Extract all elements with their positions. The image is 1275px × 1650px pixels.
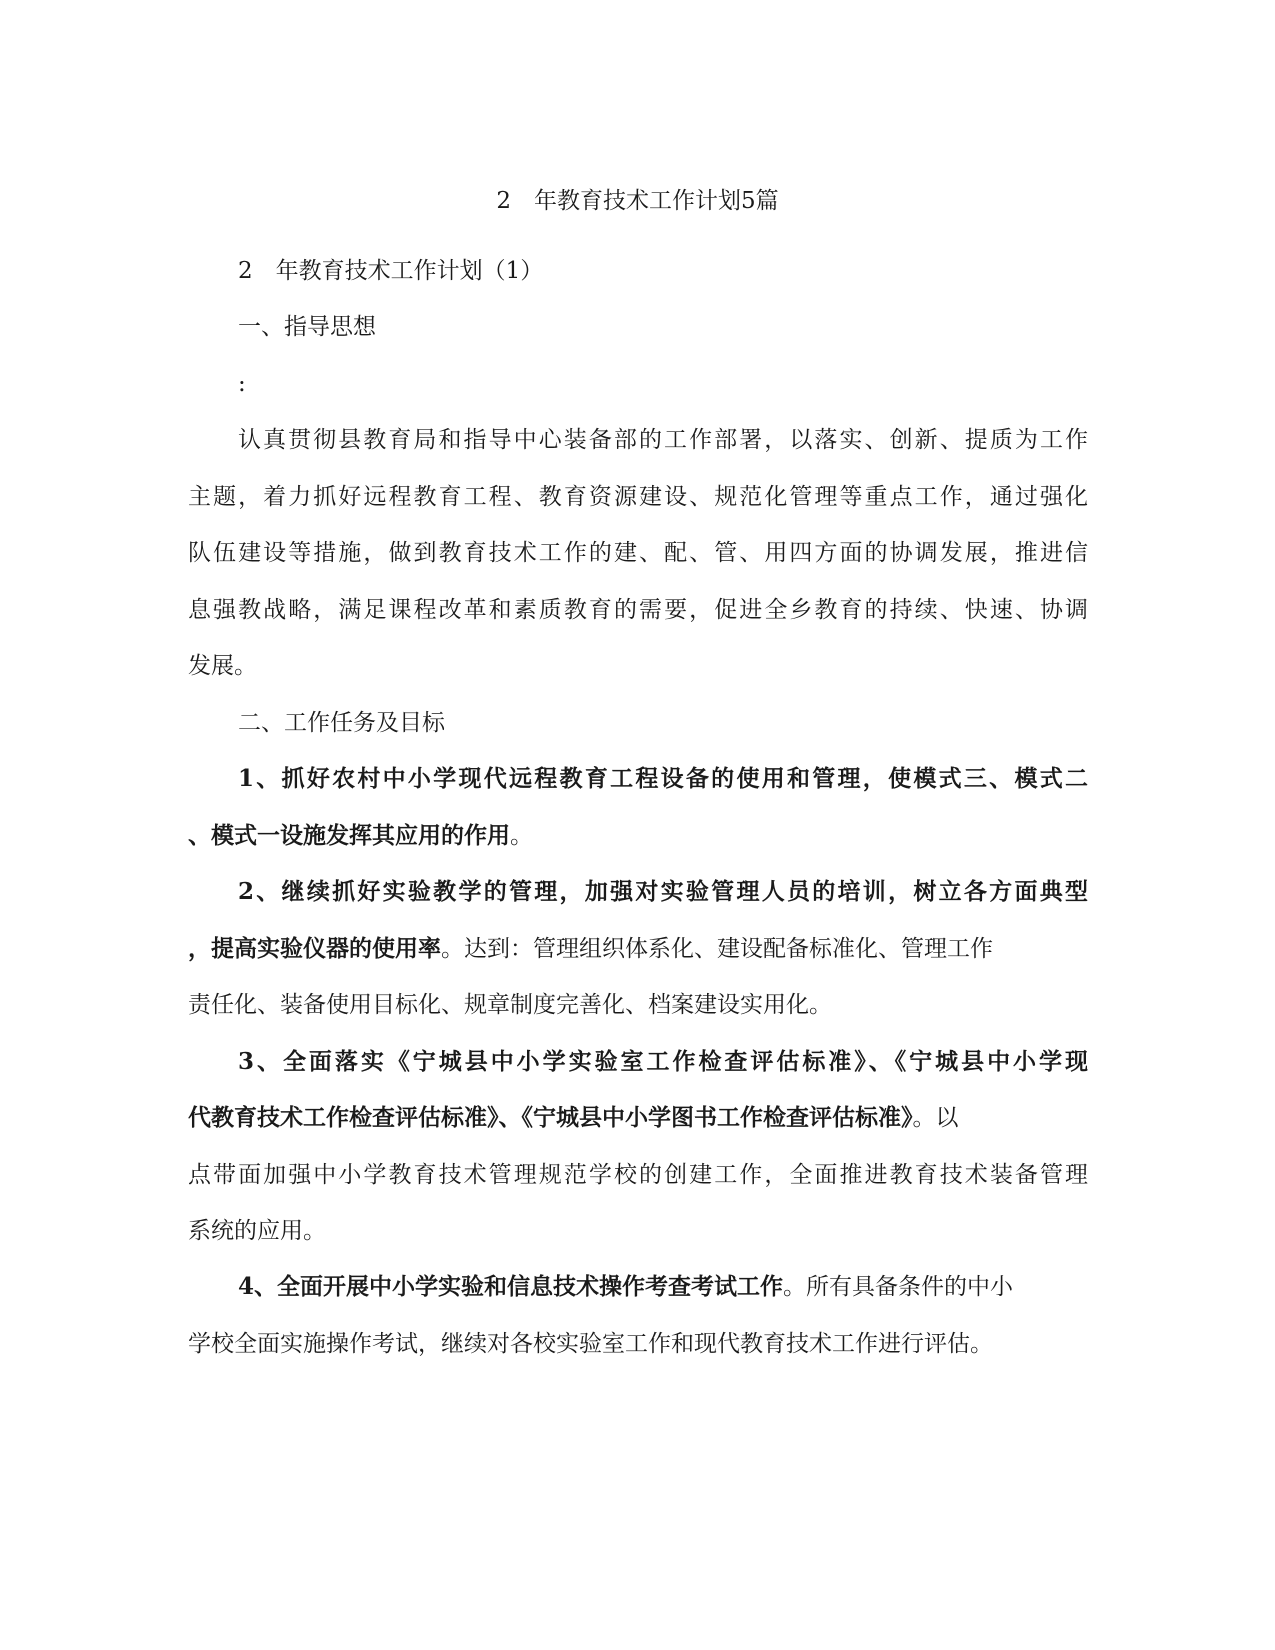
section-heading-guiding-thought: 一、指导思想 [238, 314, 376, 340]
plan-subtitle: 2 年教育技术工作计划（1） [238, 258, 544, 284]
item-2-line-2-bold: ，提高实验仪器的使用率 [188, 935, 441, 962]
item-1-line-2-bold: 、模式一设施发挥其应用的作用 [188, 822, 510, 849]
item-2-line-1: 2、继续抓好实验教学的管理，加强对实验管理人员的培训，树立各方面典型 [238, 878, 1088, 905]
document-title: 2 年教育技术工作计划5篇 [496, 188, 779, 214]
paragraph-1-line-3: 队伍建设等措施，做到教育技术工作的建、配、管、用四方面的协调发展，推进信 [188, 540, 1088, 566]
item-3-line-1: 3、全面落实《宁城县中小学实验室工作检查评估标准》、《宁城县中小学现 [238, 1048, 1088, 1075]
item-3-line-2-normal: 。以 [912, 1105, 959, 1131]
item-3-line-2 [188, 1103, 959, 1133]
item-1-line-2 [188, 821, 533, 851]
item-3-line-4: 系统的应用。 [188, 1218, 326, 1244]
item-3-line-2-bold: 代教育技术工作检查评估标准》、《宁城县中小学图书工作检查评估标准》 [188, 1104, 913, 1131]
item-2-line-3: 责任化、装备使用目标化、规章制度完善化、档案建设实用化。 [188, 992, 832, 1018]
item-1-line-2-end: 。 [510, 823, 533, 849]
paragraph-1-line-5: 发展。 [188, 653, 257, 679]
paragraph-1-line-4: 息强教战略，满足课程改革和素质教育的需要，促进全乡教育的持续、快速、协调 [188, 597, 1088, 623]
item-1-line-1: 1、抓好农村中小学现代远程教育工程设备的使用和管理，使模式三、模式二 [238, 765, 1088, 792]
item-3-line-3: 点带面加强中小学教育技术管理规范学校的创建工作，全面推进教育技术装备管理 [188, 1162, 1088, 1188]
paragraph-1-line-1: 认真贯彻县教育局和指导中心装备部的工作部署，以落实、创新、提质为工作 [238, 427, 1088, 453]
item-2-line-2-normal: 。达到：管理组织体系化、建设配备标准化、管理工作 [441, 936, 993, 962]
colon-line: : [238, 371, 246, 397]
item-2-line-2 [188, 934, 993, 964]
item-4-line-1-normal: 。所有具备条件的中小 [783, 1274, 1014, 1300]
section-heading-tasks-goals: 二、工作任务及目标 [238, 710, 445, 736]
paragraph-1-line-2: 主题，着力抓好远程教育工程、教育资源建设、规范化管理等重点工作，通过强化 [188, 484, 1088, 510]
item-4-line-2: 学校全面实施操作考试，继续对各校实验室工作和现代教育技术工作进行评估。 [188, 1331, 993, 1357]
item-4-line-1 [238, 1272, 1013, 1302]
item-4-line-1-bold: 4、全面开展中小学实验和信息技术操作考查考试工作 [238, 1273, 784, 1300]
